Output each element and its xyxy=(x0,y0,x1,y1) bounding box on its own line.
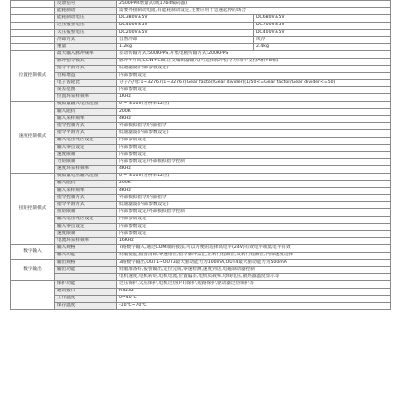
spec-item-label: 输入功能 xyxy=(55,252,117,259)
spec-value-right: DC680V±5V xyxy=(254,15,391,22)
spec-item-label: 冷却方式 xyxy=(55,36,117,43)
spec-item-label: 输入采样频率 xyxy=(55,187,117,194)
spec-value-right: DC700V±5V xyxy=(254,22,391,29)
spec-item-label: 能耗制动 xyxy=(55,8,117,15)
table-row xyxy=(11,302,391,309)
spec-value: 外部模拟指令/内部指令 xyxy=(117,195,391,202)
spec-value-right: DC400V±5V xyxy=(254,29,391,36)
spec-item-label: 能耗制动电压 xyxy=(55,15,117,22)
table-row xyxy=(11,274,391,281)
spec-value: 内部参数设定/外部模拟指令控制 xyxy=(117,209,391,216)
spec-item-label: 输入采样频率 xyxy=(55,116,117,123)
table-row xyxy=(11,101,391,108)
spec-value: 0~40℃ xyxy=(117,295,391,302)
spec-item-label: 输出规格 xyxy=(55,259,117,266)
category-cell: 数字输入 xyxy=(11,245,55,259)
spec-value: 内部参数设定 xyxy=(117,231,391,238)
spec-item-label: 重量 xyxy=(55,44,117,51)
table-row xyxy=(11,166,391,173)
table-row xyxy=(11,202,391,209)
category-cell-empty xyxy=(11,1,55,8)
table-row xyxy=(11,245,391,252)
spec-item-label: 反馈信号 xyxy=(55,1,117,8)
spec-item-label: 电子齿轮比 xyxy=(55,80,117,87)
table-row xyxy=(11,44,391,51)
spec-item-label: 指令控制方式 xyxy=(55,123,117,130)
spec-item-label: 输入阻抗 xyxy=(55,108,117,115)
spec-item-label: 保存温度 xyxy=(55,302,117,309)
spec-item-label: 位置环采样频率 xyxy=(55,94,117,101)
spec-item-label: 输入电压死区设定 xyxy=(55,137,117,144)
spec-value-left: DC400V±5V xyxy=(117,22,254,29)
table-row xyxy=(11,58,391,65)
table-row xyxy=(11,266,391,273)
spec-value: 0 ~ ±10V(分辨率12位) xyxy=(117,173,391,180)
table-row xyxy=(11,252,391,259)
spec-value: 差动传输方式:500KPPS,开集电极传输方式:200KPPS xyxy=(117,51,391,58)
spec-value: 电机速度,电机转矩,电机电流,位置偏差,电机负载率,母线电压,散热器温度显示等 xyxy=(117,274,391,281)
spec-value-left: DC380V±5V xyxy=(117,15,254,22)
spec-value: 内部参数设定 xyxy=(117,223,391,230)
spec-value: 外部模拟指令/内部指令 xyxy=(117,123,391,130)
spec-value: 7路数字输入,通过COM端的接法,可以方便的选择高电平(24V)有效电平或低电平有效 xyxy=(117,245,391,252)
spec-value: 伺服准备好,报警输出,定位完成,零速检测,速度到达,电磁制动器控制 xyxy=(117,266,391,273)
spec-item-label: 力矩限制 xyxy=(55,159,117,166)
spec-value-mid: 2.4kg xyxy=(254,44,391,51)
spec-item-label: 通讯接口 xyxy=(55,288,117,295)
spec-value: 1KHz xyxy=(117,94,391,101)
table-row xyxy=(11,231,391,238)
table-row xyxy=(11,94,391,101)
spec-item-label: 输入零点设定 xyxy=(55,223,117,230)
spec-value: 需要外接制动电阻,有能耗制动设定,主要应用于急速起停的场合 xyxy=(117,8,391,15)
spec-value: 3路数字输出,OUT1~OUT3最大驱动能力为100mA,OUT4最大驱动能力为500mA xyxy=(117,259,391,266)
spec-item-label: 输入零点设定 xyxy=(55,144,117,151)
table-row xyxy=(11,281,391,288)
spec-value: 4KHz xyxy=(117,116,391,123)
spec-value: 内部参数设定 xyxy=(117,72,391,79)
table-row xyxy=(11,116,391,123)
table-row xyxy=(11,137,391,144)
spec-item-label: 过压报警电压 xyxy=(55,22,117,29)
category-cell-empty xyxy=(11,8,55,15)
category-cell: 扭矩控制模式 xyxy=(11,173,55,245)
table-row xyxy=(11,238,391,245)
spec-item-label: 指令平滑方式 xyxy=(55,130,117,137)
spec-item-label: 速度限制 xyxy=(55,151,117,158)
category-cell xyxy=(11,281,55,310)
table-row xyxy=(11,29,391,36)
spec-value: RS232 xyxy=(117,288,391,295)
spec-item-label: 指令平滑方式 xyxy=(55,202,117,209)
spec-item-label: 输入电压死区设定 xyxy=(55,216,117,223)
spec-value: -10℃~70℃ xyxy=(117,302,391,309)
spec-item-label: 欠压报警电压 xyxy=(55,29,117,36)
spec-item-label: 输入阻抗 xyxy=(55,180,117,187)
spec-item-label: 误差范围 xyxy=(55,87,117,94)
table-row xyxy=(11,144,391,151)
table-row xyxy=(11,51,391,58)
category-cell: 速度控制模式 xyxy=(11,101,55,173)
spec-value: 低通滤波(内部参数设定) xyxy=(117,202,391,209)
category-cell-empty xyxy=(11,22,55,29)
table-row xyxy=(11,180,391,187)
spec-item-label: 脉冲指令模式 xyxy=(55,58,117,65)
table-row xyxy=(11,130,391,137)
spec-value: 内部参数设定 xyxy=(117,151,391,158)
spec-item-label: 扭矩限制 xyxy=(55,209,117,216)
table-row xyxy=(11,1,391,8)
table-row xyxy=(11,8,391,15)
spec-value: 2500PPR增量式(或17bit编码器) xyxy=(117,1,391,8)
category-cell: 数字输出 xyxy=(11,259,55,281)
table-row xyxy=(11,36,391,43)
spec-item-label: 输入规格 xyxy=(55,245,117,252)
category-cell: 位置控制模式 xyxy=(11,51,55,101)
spec-item-label: 速度环采样频率 xyxy=(55,166,117,173)
table-row xyxy=(11,223,391,230)
category-cell-empty xyxy=(11,36,55,43)
table-row xyxy=(11,288,391,295)
table-row xyxy=(11,108,391,115)
table-row xyxy=(11,22,391,29)
spec-value: 200K xyxy=(117,108,391,115)
spec-item-label: 工作温度 xyxy=(55,295,117,302)
spec-value-mid: 风冷 xyxy=(254,36,391,43)
table-row xyxy=(11,151,391,158)
table-row xyxy=(11,195,391,202)
spec-item-label: 目标增益 xyxy=(55,72,117,79)
spec-value: 低通滤波(内部参数设定) xyxy=(117,130,391,137)
spec-item-label: 输出功能 xyxy=(55,266,117,273)
category-cell-empty xyxy=(11,15,55,22)
spec-value: 4KHz xyxy=(117,166,391,173)
spec-table xyxy=(10,0,391,310)
spec-value: 内部参数设定 xyxy=(117,87,391,94)
spec-value: 低通滤波(内部参数设定) xyxy=(117,65,391,72)
table-row xyxy=(11,187,391,194)
table-row xyxy=(11,15,391,22)
spec-item-label: 速度限制 xyxy=(55,231,117,238)
spec-value: 内部参数设定/外部模拟指令控制 xyxy=(117,159,391,166)
spec-value-left: 自然冷却 xyxy=(117,36,254,43)
spec-item-label: 保护功能 xyxy=(55,281,117,288)
spec-value: 内部参数设定 xyxy=(117,144,391,151)
spec-item-label: 最大输入脉冲频率 xyxy=(55,51,117,58)
table-row xyxy=(11,123,391,130)
category-cell-empty xyxy=(11,44,55,51)
spec-value: 分子/分母:1~32767/1~32767(Gear factor/Gear divider)(1/50<=Gear factor/Gear divider<=50) xyxy=(117,80,391,87)
table-row xyxy=(11,173,391,180)
table-row xyxy=(11,259,391,266)
table-row xyxy=(11,209,391,216)
table-row xyxy=(11,159,391,166)
table-row xyxy=(11,80,391,87)
table-row xyxy=(11,216,391,223)
spec-value: 4KHz xyxy=(117,187,391,194)
spec-value: 内部参数设定 xyxy=(117,137,391,144)
spec-value: 0 ~ ±10V(分辨率12位) xyxy=(117,101,391,108)
category-cell-empty xyxy=(11,29,55,36)
table-row xyxy=(11,87,391,94)
spec-value: 16KHz xyxy=(117,238,391,245)
table-row xyxy=(11,65,391,72)
spec-item-label: 电流环采样频率 xyxy=(55,238,117,245)
spec-value: 过压保护,欠压保护,电机过热(I²T)保护,短路保护,驱动器过热保护等 xyxy=(117,281,391,288)
spec-value: 伺服使能,报警清除,零速钳位,指令脉冲禁止,正转行程限位,反转行程限位,内部速度选择 xyxy=(117,252,391,259)
spec-value: 内部参数设定 xyxy=(117,216,391,223)
spec-value: 200K xyxy=(117,180,391,187)
spec-item-label: 模拟量电压输入范围 xyxy=(55,173,117,180)
table-row xyxy=(11,295,391,302)
spec-value-left: DC200V±5V xyxy=(117,29,254,36)
spec-value-left: 1.2kg xyxy=(117,44,254,51)
spec-item-label: 指令控制方式 xyxy=(55,195,117,202)
spec-item-label: 指令平滑方式 xyxy=(55,65,117,72)
spec-value: 脉冲+方向,CCW+CW,正交编码器输入(可选择脉冲指令方向/不支持A相+B相) xyxy=(117,58,391,65)
spec-item-label: 模拟量输入电压范围 xyxy=(55,101,117,108)
table-row xyxy=(11,72,391,79)
spec-item-label xyxy=(55,274,117,281)
